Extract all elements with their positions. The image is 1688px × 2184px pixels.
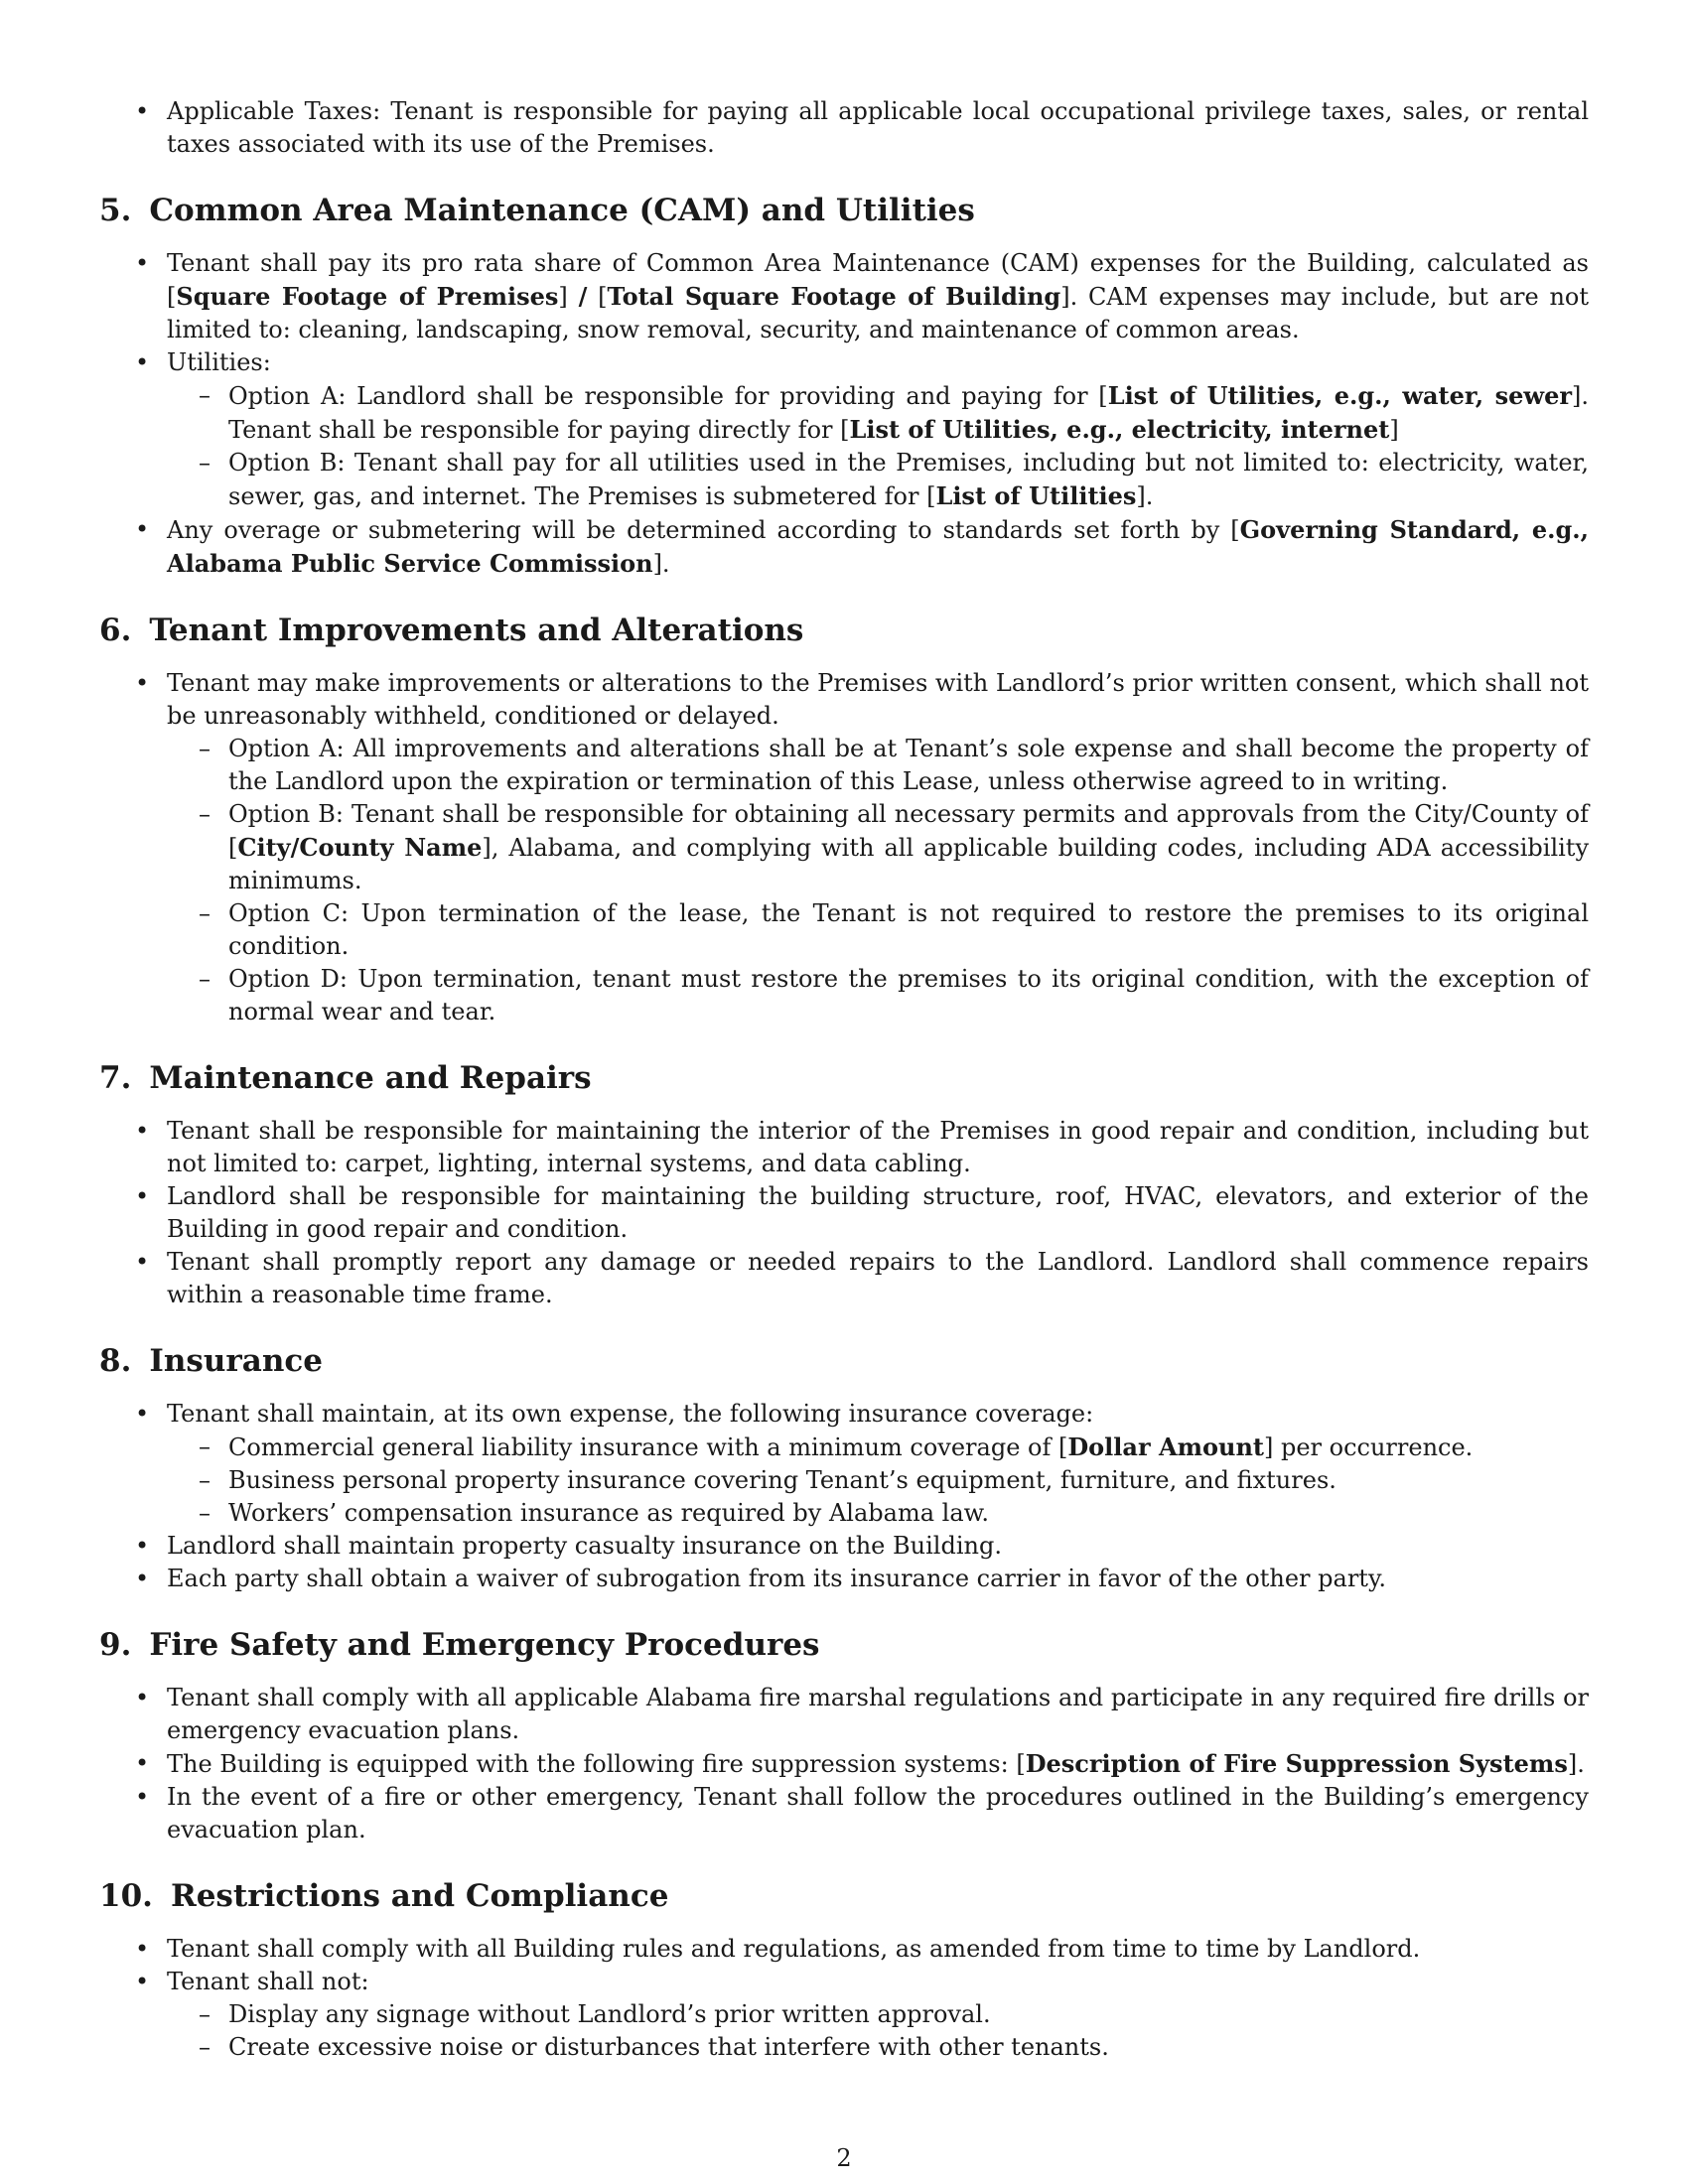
section-8-heading: [99, 1341, 1589, 1381]
text: Tenant shall promptly report any damage or needed repairs to the Landlord. Landlord shall commence repairs within a reasonable time frame.: [167, 1248, 1589, 1308]
sublist-item: [167, 897, 1589, 963]
section-number: 6.: [99, 613, 132, 648]
list-item: [99, 346, 1589, 513]
alteration-options: [167, 733, 1589, 1028]
section-number: 10.: [99, 1878, 153, 1914]
section-8-list: [99, 1398, 1589, 1595]
placeholder-field: List of Utilities: [935, 481, 1137, 510]
text: Each party shall obtain a waiver of subrogation from its insurance carrier in favor of the other party.: [167, 1565, 1386, 1592]
slash-separator: /: [578, 282, 588, 311]
text: Workers’ compensation insurance as required by Alabama law.: [228, 1499, 989, 1527]
list-item: [99, 1747, 1589, 1781]
text: In the event of a fire or other emergency, Tenant shall follow the procedures outlined in the Building’s emergency evacuation plan.: [167, 1783, 1589, 1843]
text: ].: [1567, 1750, 1585, 1778]
list-item: [99, 1530, 1589, 1563]
placeholder-field: Total Square Footage of Building: [607, 282, 1061, 311]
section-5-heading: [99, 191, 1589, 230]
sublist-item: [167, 447, 1589, 513]
section-10-heading: [99, 1876, 1589, 1916]
text: Option A: All improvements and alterations shall be at Tenant’s sole expense and shall become the property of the Landlord upon the expiration or termination of this Lease, unless otherwise agreed to in writing.: [228, 735, 1589, 795]
text: Tenant shall comply with all Building rules and regulations, as amended from time to time by Landlord.: [167, 1935, 1421, 1963]
sublist-item: [167, 1464, 1589, 1497]
section-10-list: [99, 1933, 1589, 2064]
section-number: 9.: [99, 1627, 132, 1663]
text: Option C: Upon termination of the lease, the Tenant is not required to restore the premises to its original condition.: [228, 899, 1589, 960]
text: Option B: Tenant shall be responsible for obtaining all necessary permits and approvals from the City/County of [: [228, 800, 1589, 862]
sublist-item: [167, 1431, 1589, 1464]
text: Tenant may make improvements or alterations to the Premises with Landlord’s prior written consent, which shall not be unreasonably withheld, conditioned or delayed.: [167, 669, 1589, 730]
text: ] per occurrence.: [1263, 1433, 1474, 1461]
list-item: [99, 95, 1589, 161]
text: ], Alabama, and complying with all applicable building codes, including ADA accessibility minimums.: [228, 834, 1589, 894]
text: ]. Tenant shall be responsible for paying directly for [: [228, 382, 1589, 444]
text: Tenant shall maintain, at its own expense, the following insurance coverage:: [167, 1400, 1094, 1428]
text: [: [587, 283, 608, 311]
sublist-item: [167, 798, 1589, 897]
text: ].: [1136, 482, 1154, 510]
list-item: [99, 1682, 1589, 1747]
sublist-item: [167, 1497, 1589, 1530]
utilities-label: Utilities:: [167, 348, 271, 376]
list-item: [99, 1781, 1589, 1846]
list-item: [99, 247, 1589, 346]
text: The Building is equipped with the following fire suppression systems: [: [167, 1750, 1026, 1778]
text: Option D: Upon termination, tenant must restore the premises to its original condition, with the exception of normal wear and tear.: [228, 965, 1589, 1025]
placeholder-field: Governing Standard, e.g., Alabama Public Service Commission: [167, 515, 1589, 578]
section-title: Restrictions and Compliance: [170, 1878, 669, 1914]
list-item: [99, 1563, 1589, 1595]
sublist-item: [167, 2031, 1589, 2064]
section-9-heading: [99, 1625, 1589, 1665]
placeholder-field: Dollar Amount: [1067, 1433, 1264, 1461]
list-item: [99, 1398, 1589, 1530]
intro-list: [99, 95, 1589, 161]
section-title: Fire Safety and Emergency Procedures: [149, 1627, 820, 1663]
applicable-taxes-text: Applicable Taxes: Tenant is responsible for paying all applicable local occupational privilege taxes, sales, or rental taxes associated with its use of the Premises.: [167, 97, 1589, 158]
list-item: [99, 667, 1589, 1028]
text: Tenant shall pay its pro rata share of Common Area Maintenance (CAM) expenses for the Building, calculated as [: [167, 249, 1589, 311]
text: Tenant shall be responsible for maintaining the interior of the Premises in good repair and condition, including but not limited to: carpet, lighting, internal systems, and data cabling.: [167, 1117, 1589, 1177]
list-item: [99, 513, 1589, 581]
text: Option B: Tenant shall pay for all utilities used in the Premises, including but not limited to: electricity, water, sewer, gas, and internet. The Premises is submetered for [: [228, 449, 1589, 510]
text: Landlord shall maintain property casualty insurance on the Building.: [167, 1532, 1002, 1560]
text: ].: [652, 550, 670, 578]
text: Tenant shall comply with all applicable Alabama fire marshal regulations and participate in any required fire drills or emergency evacuation plans.: [167, 1684, 1589, 1744]
insurance-coverage-list: [167, 1431, 1589, 1530]
section-5-list: [99, 247, 1589, 581]
sublist-item: [167, 379, 1589, 447]
text: ]: [1389, 416, 1399, 444]
text: Tenant shall not:: [167, 1968, 369, 1995]
list-item: [99, 1933, 1589, 1966]
placeholder-field: Square Footage of Premises: [176, 282, 559, 311]
section-number: 8.: [99, 1343, 132, 1379]
list-item: [99, 1180, 1589, 1246]
text: Landlord shall be responsible for maintaining the building structure, roof, HVAC, elevators, and exterior of the Building in good repair and condition.: [167, 1182, 1589, 1243]
document-page: [99, 95, 1589, 2064]
section-title: Tenant Improvements and Alterations: [149, 613, 804, 648]
list-item: [99, 1966, 1589, 2064]
utilities-options: [167, 379, 1589, 513]
placeholder-field: List of Utilities, e.g., electricity, internet: [849, 415, 1390, 444]
list-item: [99, 1115, 1589, 1180]
placeholder-field: Description of Fire Suppression Systems: [1025, 1749, 1568, 1778]
section-9-list: [99, 1682, 1589, 1846]
section-title: Maintenance and Repairs: [149, 1060, 592, 1096]
text: Option A: Landlord shall be responsible for providing and paying for [: [228, 382, 1108, 410]
text: Display any signage without Landlord’s prior written approval.: [228, 2000, 991, 2028]
text: Create excessive noise or disturbances that interfere with other tenants.: [228, 2033, 1109, 2061]
text: Any overage or submetering will be determined according to standards set forth by [: [167, 516, 1240, 544]
sublist-item: [167, 1998, 1589, 2031]
text: Business personal property insurance covering Tenant’s equipment, furniture, and fixtures.: [228, 1466, 1336, 1494]
list-item: [99, 1246, 1589, 1311]
section-number: 7.: [99, 1060, 132, 1096]
section-title: Common Area Maintenance (CAM) and Utilities: [149, 193, 975, 228]
section-7-list: [99, 1115, 1589, 1311]
sublist-item: [167, 733, 1589, 798]
section-6-heading: [99, 611, 1589, 650]
section-6-list: [99, 667, 1589, 1028]
section-title: Insurance: [149, 1343, 323, 1379]
text: ]. CAM expenses may include, but are not limited to: cleaning, landscaping, snow removal, security, and maintenance of common areas.: [167, 283, 1589, 343]
section-7-heading: [99, 1058, 1589, 1098]
tenant-restrictions-list: [167, 1998, 1589, 2064]
section-number: 5.: [99, 193, 132, 228]
placeholder-field: List of Utilities, e.g., water, sewer: [1107, 381, 1572, 410]
placeholder-field: City/County Name: [237, 833, 483, 862]
text: ]: [558, 283, 579, 311]
text: Commercial general liability insurance with a minimum coverage of [: [228, 1433, 1068, 1461]
page-number: 2: [836, 2144, 852, 2172]
sublist-item: [167, 963, 1589, 1028]
